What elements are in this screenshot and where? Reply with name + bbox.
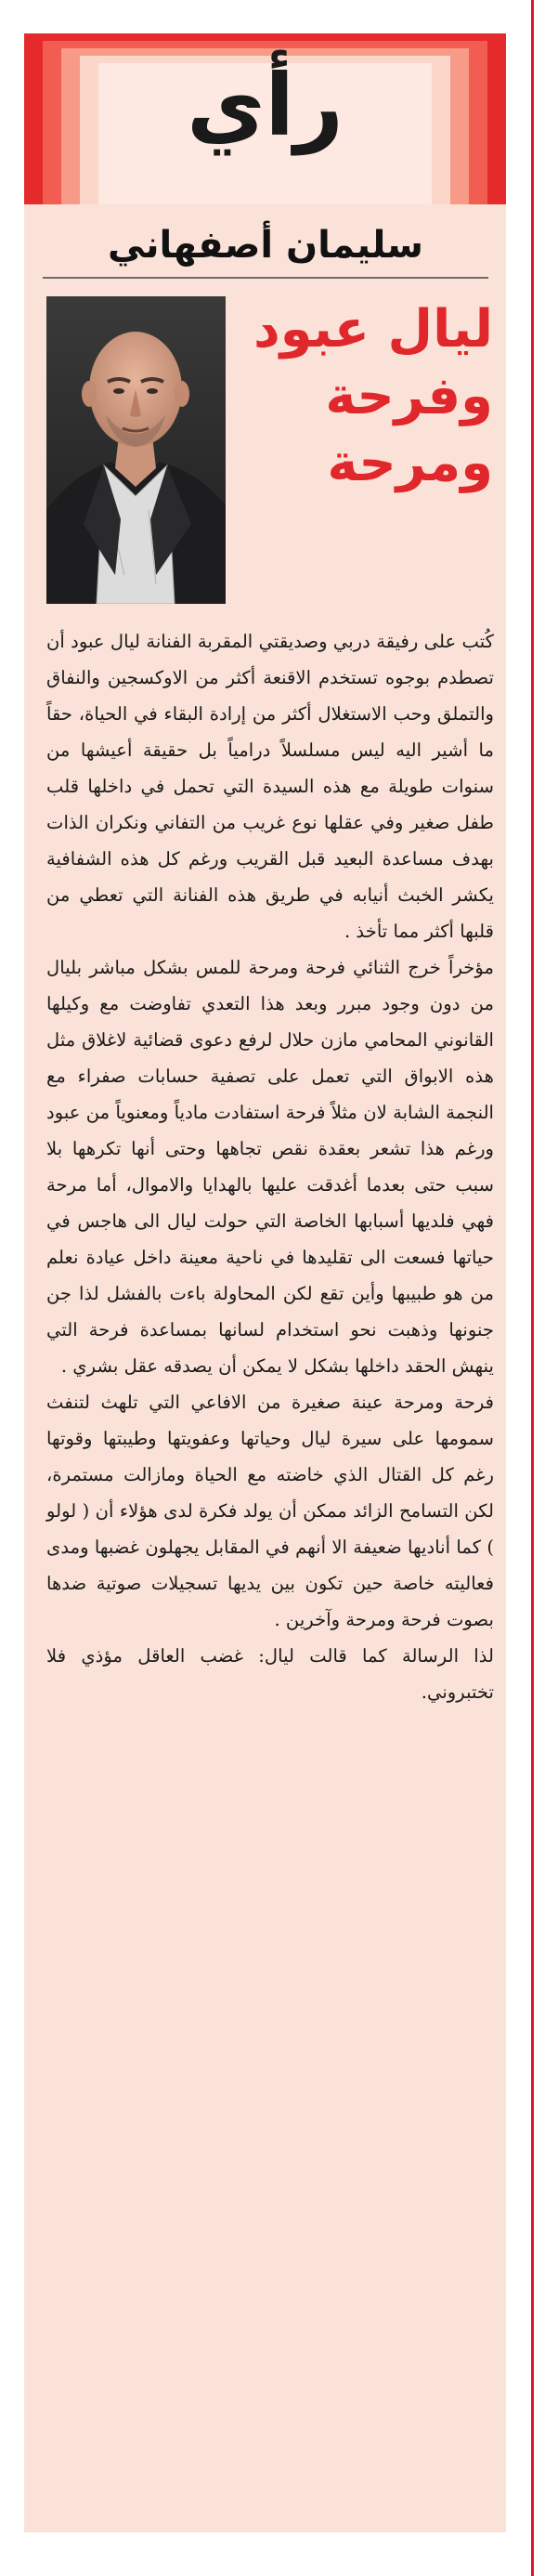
article-headline: [238, 296, 493, 497]
headline-line-3: ومرحة: [327, 433, 493, 493]
author-divider: [43, 277, 488, 279]
section-banner: [24, 33, 506, 204]
section-title: رأي: [187, 56, 344, 155]
paragraph-1: كُتب على رفيقة دربي وصديقتي المقربة الفنانة ليال عبود أن تصطدم بوجوه تستخدم الاقنعة أكثر من الاوكسجين والنفاق والتملق وحب الاستغلال أكثر من إرادة البقاء في الحياة، حقاً ما أشير اليه ليس مسلسلاً درامياً بل حقيقة أعيشها من سنوات طويلة مع هذه السيدة التي تحمل في داخلها قلب طفل صغير وفي عقلها نوع غريب من التفاني ونكران الذات بهدف مساعدة البعيد قبل القريب ورغم كل هذه الشفافية يكشر الخبث أنيابه في طريق هذه الفنانة التي تعطي من قلبها أكثر مما تأخذ .: [46, 631, 494, 942]
author-photo: [46, 296, 226, 604]
paragraph-3: فرحة ومرحة عينة صغيرة من الافاعي التي تلهث لتنفث سمومها على سيرة ليال وحياتها وعفويتها وطيبتها وقوتها رغم كل القتال الذي خاضته مع الحياة ومازالت مستمرة، لكن التسامح الزائد ممكن أن يولد فكرة لدى هؤلاء أن ( لولو ) كما أناديها ضعيفة الا أنهم في المقابل يجهلون غضبها ومدى فعاليته خاصة حين تكون بين يديها تسجيلات صوتية ضدها بصوت فرحة ومرحة وآخرين .: [46, 1392, 494, 1630]
portrait-image: [46, 296, 226, 604]
opinion-column: [24, 33, 506, 2532]
author-name: سليمان أصفهاني: [108, 224, 423, 267]
headline-line-1: ليال عبود: [253, 299, 493, 360]
article-body: [46, 623, 494, 1710]
paragraph-2: مؤخراً خرج الثنائي فرحة ومرحة للمس بشكل مباشر بليال من دون وجود مبرر وبعد هذا التعدي تفاوضت مع وكيلها القانوني المحامي مازن حلال لرفع دعوى قضائية لاغلاق مثل هذه الابواق التي تعمل على تصفية حسابات صفراء مع النجمة الشابة لان مثلاً فرحة استفادت مادياً ومعنوياً من عبود ورغم هذا تشعر بعقدة نقص تجاهها وحتى أنها تكرهها بلا سبب حتى بعدما أغدقت عليها بالهدايا والاموال، أما مرحة فهي فلديها أسبابها الخاصة التي حولت ليال الى هاجس في حياتها فسعت الى تقليدها في ناحية معينة داخل عيادة نعلم من هو طبيبها وأين تقع لكن المحاولة باءت بالفشل لذا جن جنونها وذهبت نحو استخدام لسانها بمساعدة فرحة التي ينهش الحقد داخلها بشكل لا يمكن أن يصدقه عقل بشري .: [46, 957, 494, 1377]
paragraph-4: لذا الرسالة كما قالت ليال: غضب العاقل مؤذي فلا تختبروني.: [46, 1645, 494, 1703]
page-edge-rule: [531, 0, 534, 2576]
headline-line-2: وفرحة: [325, 366, 493, 426]
